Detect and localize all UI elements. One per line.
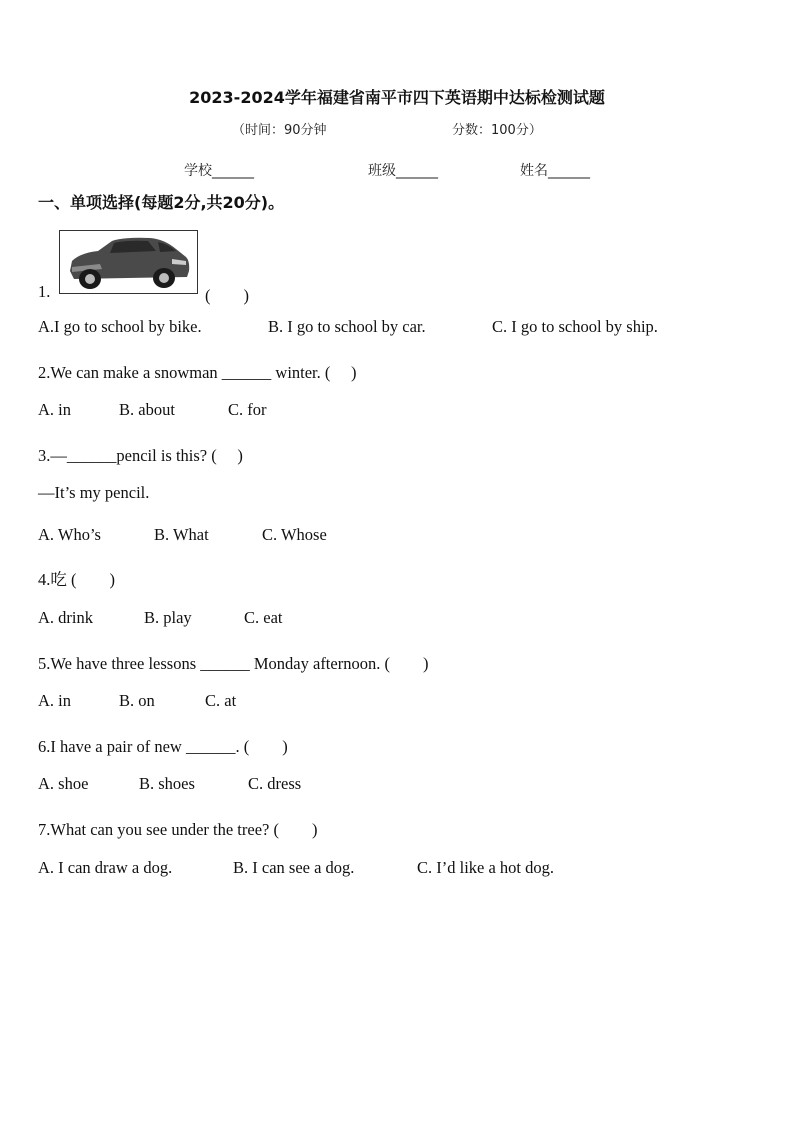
question-6-options [38,774,302,794]
school-field: 学校______ [184,163,254,179]
option-c: C. I go to school by ship. [492,317,658,336]
question-1-paren: ( ) [205,286,249,305]
option-a: A. in [38,400,71,419]
option-a: A. shoe [38,774,89,793]
class-field: 班级______ [368,163,438,179]
question-2-options [38,400,267,420]
page-title: 2023-2024学年福建省南平市四下英语期中达标检测试题 [189,88,605,107]
question-3-options [38,525,327,545]
option-b: B. I go to school by car. [268,317,426,336]
option-a: A. I can draw a dog. [38,858,173,877]
question-1-options [38,317,658,337]
option-c: C. for [228,400,267,419]
option-b: B. shoes [139,774,195,793]
option-a: A.I go to school by bike. [38,317,202,336]
question-6-stem: 6.I have a pair of new ______. ( ) [38,737,288,756]
option-b: B. on [119,691,155,710]
option-c: C. I’d like a hot dog. [417,858,555,877]
option-b: B. about [119,400,175,419]
option-c: C. Whose [262,525,327,544]
option-c: C. at [205,691,237,710]
option-b: B. What [154,525,209,544]
question-3-stem: 3.—______pencil is this? ( ) [38,446,243,465]
question-7-stem: 7.What can you see under the tree? ( ) [38,820,318,839]
option-a: A. in [38,691,71,710]
option-b: B. play [144,608,192,627]
question-5-stem: 5.We have three lessons ______ Monday afternoon. ( ) [38,654,429,673]
option-c: C. dress [248,774,302,793]
car-icon [60,231,196,292]
question-5-options [38,691,237,711]
option-b: B. I can see a dog. [233,858,355,877]
exam-time: （时间：90分钟 [232,123,327,138]
option-c: C. eat [244,608,283,627]
option-a: A. Who’s [38,525,101,544]
name-field: 姓名______ [520,163,590,179]
question-1-stem: 1. [38,282,51,301]
car-image [59,230,198,294]
section-heading: 一、单项选择(每题2分,共20分)。 [38,193,285,212]
question-2-stem: 2.We can make a snowman ______ winter. ( ) [38,363,357,382]
question-7-options [38,858,555,878]
question-4-options [38,608,283,628]
question-4-stem: 4.吃 ( ) [38,570,115,589]
question-3-answer-line: —It’s my pencil. [38,483,150,502]
exam-score: 分数：100分） [452,123,542,138]
option-a: A. drink [38,608,93,627]
